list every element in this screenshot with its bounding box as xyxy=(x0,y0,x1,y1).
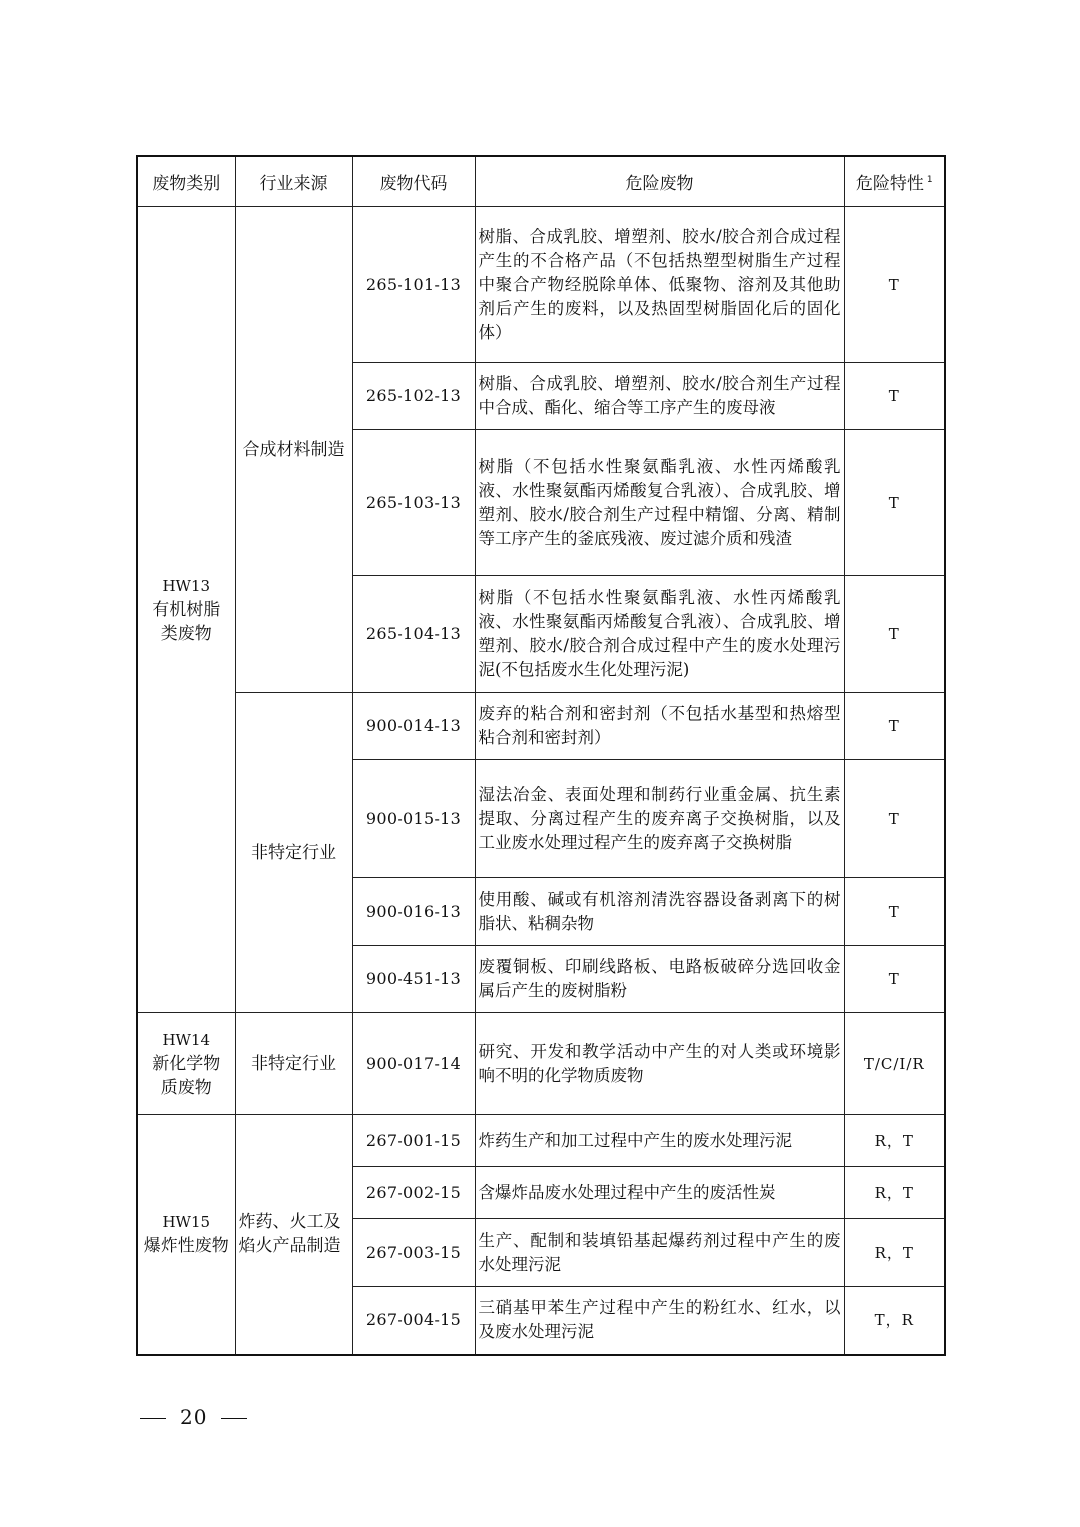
page-number xyxy=(140,1405,261,1429)
source-synthetic-materials: 合成材料制造 xyxy=(235,207,352,693)
header-code: 废物代码 xyxy=(352,156,475,207)
dash-left xyxy=(140,1418,166,1419)
waste-description: 三硝基甲苯生产过程中产生的粉红水、红水，以及废水处理污泥 xyxy=(475,1287,844,1355)
table-row xyxy=(137,693,945,760)
table-row xyxy=(137,1013,945,1115)
category-hw13 xyxy=(137,207,235,1013)
source-nonspecific: 非特定行业 xyxy=(235,1013,352,1115)
hazard-property: T xyxy=(844,946,945,1013)
hazard-property: T，R xyxy=(844,1287,945,1355)
hazard-property: T xyxy=(844,693,945,760)
table-header-row xyxy=(137,156,945,207)
hazard-property: T xyxy=(844,576,945,693)
category-code: HW14 xyxy=(162,1030,211,1049)
header-property xyxy=(844,156,945,207)
waste-description: 树脂（不包括水性聚氨酯乳液、水性丙烯酸乳液、水性聚氨酯丙烯酸复合乳液）、合成乳胶、增塑剂、胶水/胶合剂生产过程中精馏、分离、精制等工序产生的釜底残液、废过滤介质和残渣 xyxy=(475,430,844,576)
header-source: 行业来源 xyxy=(235,156,352,207)
category-code: HW15 xyxy=(162,1213,211,1232)
hazard-property: T xyxy=(844,207,945,363)
source-nonspecific: 非特定行业 xyxy=(235,693,352,1013)
waste-code: 267-002-15 xyxy=(352,1167,475,1219)
waste-code: 900-014-13 xyxy=(352,693,475,760)
waste-description: 使用酸、碱或有机溶剂清洗容器设备剥离下的树脂状、粘稠杂物 xyxy=(475,878,844,946)
hazard-property: T/C/I/R xyxy=(844,1013,945,1115)
waste-code: 900-017-14 xyxy=(352,1013,475,1115)
waste-code: 265-103-13 xyxy=(352,430,475,576)
category-hw15 xyxy=(137,1115,235,1355)
waste-description: 废弃的粘合剂和密封剂（不包括水基型和热熔型粘合剂和密封剂） xyxy=(475,693,844,760)
waste-code: 265-104-13 xyxy=(352,576,475,693)
waste-description: 炸药生产和加工过程中产生的废水处理污泥 xyxy=(475,1115,844,1167)
hazard-property: R，T xyxy=(844,1219,945,1287)
dash-right xyxy=(221,1418,247,1419)
waste-code: 900-451-13 xyxy=(352,946,475,1013)
header-waste: 危险废物 xyxy=(475,156,844,207)
waste-code: 265-101-13 xyxy=(352,207,475,363)
waste-description: 树脂、合成乳胶、增塑剂、胶水/胶合剂合成过程产生的不合格产品（不包括热塑型树脂生产过程中聚合产物经脱除单体、低聚物、溶剂及其他助剂后产生的废料，以及热固型树脂固化后的固化体） xyxy=(475,207,844,363)
waste-code: 267-001-15 xyxy=(352,1115,475,1167)
header-category: 废物类别 xyxy=(137,156,235,207)
hazardous-waste-table xyxy=(136,155,946,1356)
hazard-property: T xyxy=(844,430,945,576)
hazard-property: R，T xyxy=(844,1115,945,1167)
waste-code: 900-016-13 xyxy=(352,878,475,946)
category-code: HW13 xyxy=(162,576,211,595)
waste-description: 废覆铜板、印刷线路板、电路板破碎分选回收金属后产生的废树脂粉 xyxy=(475,946,844,1013)
category-name: 爆炸性废物 xyxy=(143,1236,229,1257)
waste-description: 研究、开发和教学活动中产生的对人类或环境影响不明的化学物质废物 xyxy=(475,1013,844,1115)
table-row xyxy=(137,1115,945,1167)
page-number-value: 20 xyxy=(180,1405,208,1429)
table-row xyxy=(137,207,945,363)
hazard-property: R，T xyxy=(844,1167,945,1219)
source-explosives: 炸药、火工及焰火产品制造 xyxy=(235,1115,352,1355)
category-hw14 xyxy=(137,1013,235,1115)
waste-description: 树脂（不包括水性聚氨酯乳液、水性丙烯酸乳液、水性聚氨酯丙烯酸复合乳液）、合成乳胶、增塑剂、胶水/胶合剂合成过程中产生的废水处理污泥(不包括废水生化处理污泥) xyxy=(475,576,844,693)
waste-description: 生产、配制和装填铅基起爆药剂过程中产生的废水处理污泥 xyxy=(475,1219,844,1287)
waste-description: 含爆炸品废水处理过程中产生的废活性炭 xyxy=(475,1167,844,1219)
footnote-marker: 1 xyxy=(926,175,933,186)
waste-description: 树脂、合成乳胶、增塑剂、胶水/胶合剂生产过程中合成、酯化、缩合等工序产生的废母液 xyxy=(475,363,844,430)
header-property-label: 危险特性 xyxy=(855,174,924,194)
waste-code: 267-003-15 xyxy=(352,1219,475,1287)
category-name: 新化学物质废物 xyxy=(152,1053,221,1098)
hazard-property: T xyxy=(844,363,945,430)
waste-description: 湿法冶金、表面处理和制药行业重金属、抗生素提取、分离过程产生的废弃离子交换树脂，以及工业废水处理过程产生的废弃离子交换树脂 xyxy=(475,760,844,878)
hazard-property: T xyxy=(844,878,945,946)
category-name: 有机树脂类废物 xyxy=(152,599,221,644)
waste-code: 265-102-13 xyxy=(352,363,475,430)
hazard-property: T xyxy=(844,760,945,878)
waste-code: 267-004-15 xyxy=(352,1287,475,1355)
waste-code: 900-015-13 xyxy=(352,760,475,878)
